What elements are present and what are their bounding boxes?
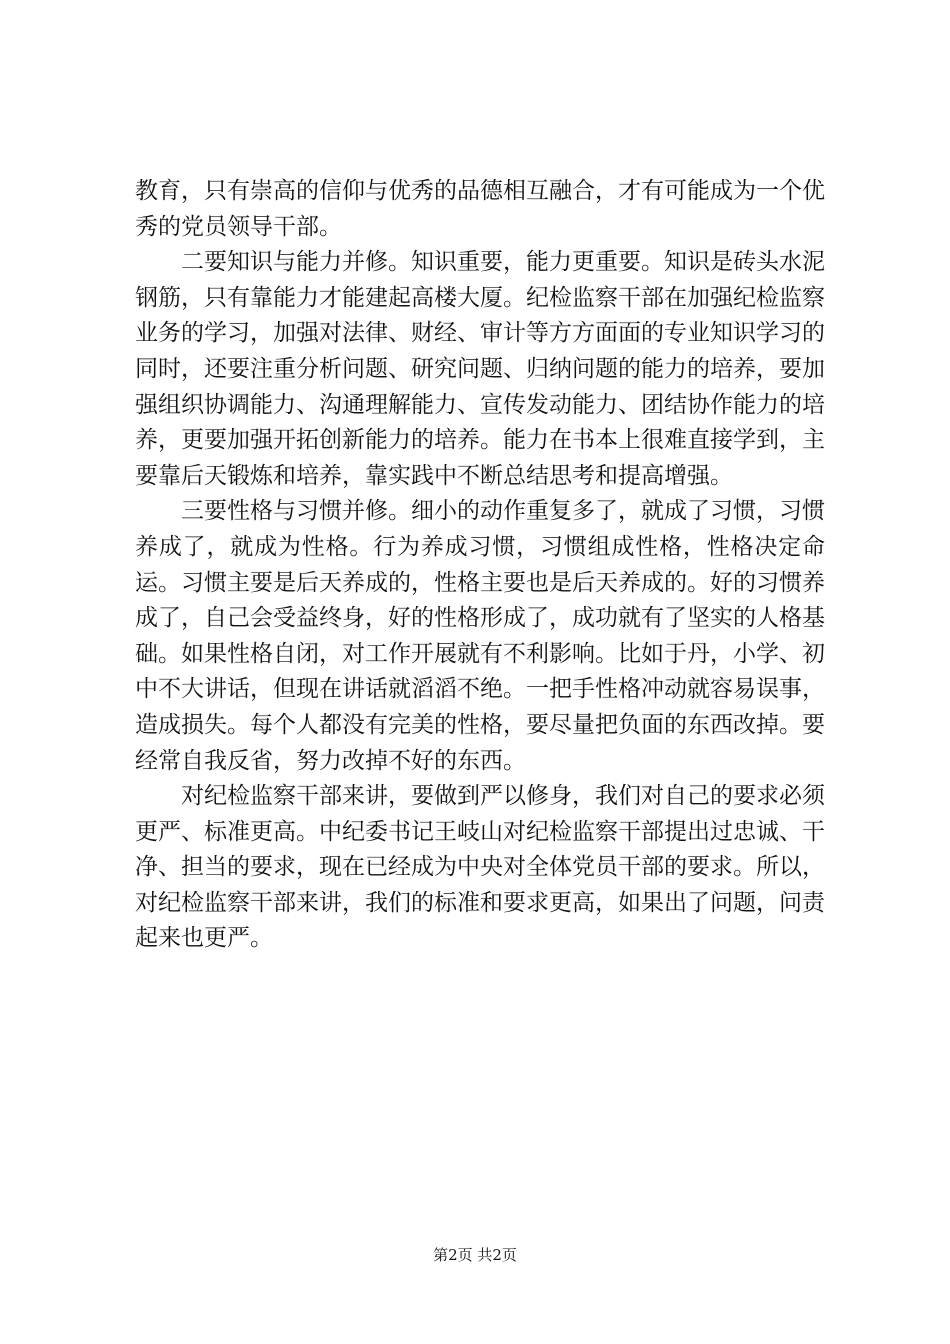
paragraph-1: 教育，只有崇高的信仰与优秀的品德相互融合，才有可能成为一个优秀的党员领导干部。 xyxy=(135,178,825,240)
document-body xyxy=(135,174,825,957)
paragraph-4: 对纪检监察干部来讲，要做到严以修身，我们对自己的要求必须更严、标准更高。中纪委书记王岐山对纪检监察干部提出过忠诚、干净、担当的要求，现在已经成为中央对全体党员干部的要求。所以，对纪检监察干部来讲，我们的标准和要求更高，如果出了问题，问责起来也更严。 xyxy=(135,783,825,952)
paragraph-2: 二要知识与能力并修。知识重要，能力更重要。知识是砖头水泥钢筋，只有靠能力才能建起高楼大厦。纪检监察干部在加强纪检监察业务的学习，加强对法律、财经、审计等方方面面的专业知识学习的同时，还要注重分析问题、研究问题、归纳问题的能力的培养，要加强组织协调能力、沟通理解能力、宣传发动能力、团结协作能力的培养，更要加强开拓创新能力的培养。能力在书本上很难直接学到，主要靠后天锻炼和培养，靠实践中不断总结思考和提高增强。 xyxy=(135,249,825,489)
paragraph-3: 三要性格与习惯并修。细小的动作重复多了，就成了习惯，习惯养成了，就成为性格。行为养成习惯，习惯组成性格，性格决定命运。习惯主要是后天养成的，性格主要也是后天养成的。好的习惯养成了，自己会受益终身，好的性格形成了，成功就有了坚实的人格基础。如果性格自闭，对工作开展就有不利影响。比如于丹，小学、初中不大讲话，但现在讲话就滔滔不绝。一把手性格冲动就容易误事，造成损失。每个人都没有完美的性格，要尽量把负面的东西改掉。要经常自我反省，努力改掉不好的东西。 xyxy=(135,498,825,774)
page-number-footer: 第2页 共2页 xyxy=(433,1246,517,1264)
